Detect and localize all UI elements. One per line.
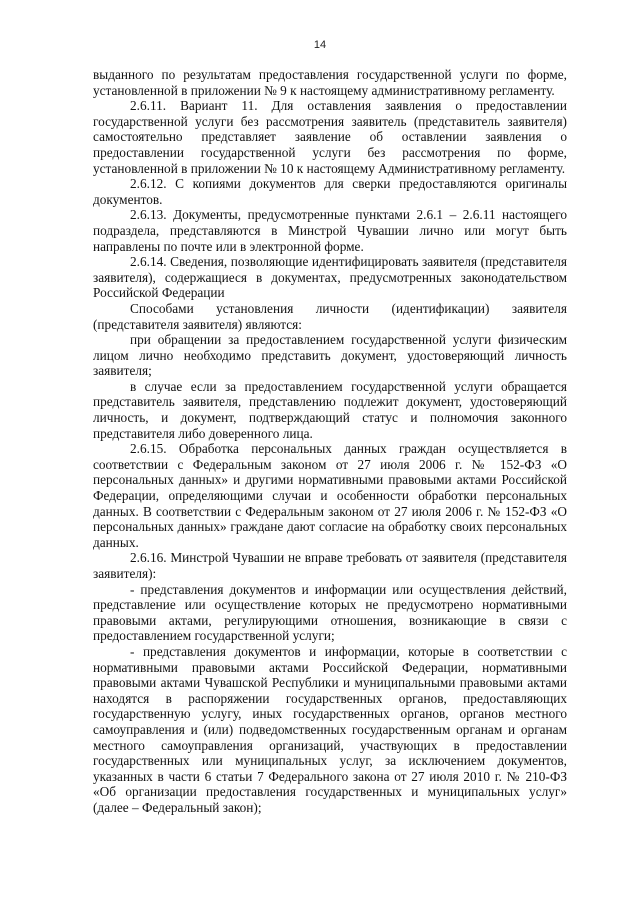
paragraph-2-6-13: 2.6.13. Документы, предусмотренные пунктами 2.6.1 – 2.6.11 настоящего подраздела, представляются в Минстрой Чувашии лично или могут быть направлены по почте или в электронной форме. (93, 207, 567, 254)
paragraph-2-6-11: 2.6.11. Вариант 11. Для оставления заявления о предоставлении государственной услуги без рассмотрения заявитель (представитель заявителя) самостоятельно представляет заявление об оставлении заявления о предоставлении государственной услуги без рассмотрения по форме, установленной в приложении № 10 к настоящему Административному регламенту. (93, 98, 567, 176)
list-item-actions: - представления документов и информации или осуществления действий, представление или осуществление которых не предусмотрено нормативными правовыми актами, регулирующими отношения, возникающие в связи с предоставлением государственной услуги; (93, 581, 567, 644)
page-number: 14 (313, 39, 327, 51)
paragraph-representative-appeal: в случае если за предоставлением государственной услуги обращается представитель заявителя, представлению подлежит документ, удостоверяющий личность, и документ, подтверждающий статус и полномочия законного представителя либо доверенного лица. (93, 378, 567, 441)
paragraph-personal-appeal: при обращении за предоставлением государственной услуги физическим лицом лично необходимо представить документ, удостоверяющий личность заявителя; (93, 332, 567, 379)
paragraph-2-6-15: 2.6.15. Обработка персональных данных граждан осуществляется в соответствии с Федеральным законом от 27 июля 2006 г. № 152-ФЗ «О персональных данных» и другими нормативными правовыми актами Российской Федерации, определяющими случаи и особенности обработки персональных данных. В соответствии с Федеральным законом от 27 июля 2006 г. № 152-ФЗ «О персональных данных» граждане дают согласие на обработку своих персональных данных. (93, 441, 567, 550)
paragraph-continuation: выданного по результатам предоставления государственной услуги по форме, установленной в приложении № 9 к настоящему административному регламенту. (93, 67, 567, 98)
paragraph-2-6-16: 2.6.16. Минстрой Чувашии не вправе требовать от заявителя (представителя заявителя): (93, 550, 567, 581)
paragraph-2-6-12: 2.6.12. С копиями документов для сверки предоставляются оригиналы документов. (93, 176, 567, 207)
paragraph-identification-methods: Способами установления личности (идентификации) заявителя (представителя заявителя) являются: (93, 300, 567, 332)
paragraph-2-6-14: 2.6.14. Сведения, позволяющие идентифицировать заявителя (представителя заявителя), содержащиеся в документах, предусмотренных законодательством Российской Федерации (93, 254, 567, 301)
list-item-documents: - представления документов и информации, которые в соответствии с нормативными правовыми актами Российской Федерации, нормативными правовыми актами Чувашской Республики и муниципальными правовыми актами находятся в распоряжении государственных органов, предоставляющих государственную услугу, иных государственных органов, органов местного самоуправления и (или) подведомственных государственным органам и органам местного самоуправления организаций, участвующих в предоставлении государственных или муниципальных услуг, за исключением документов, указанных в части 6 статьи 7 Федерального закона от 27 июля 2010 г. № 210-ФЗ «Об организации предоставления государственных и муниципальных услуг» (далее – Федеральный закон); (93, 643, 567, 815)
document-body (93, 67, 567, 816)
